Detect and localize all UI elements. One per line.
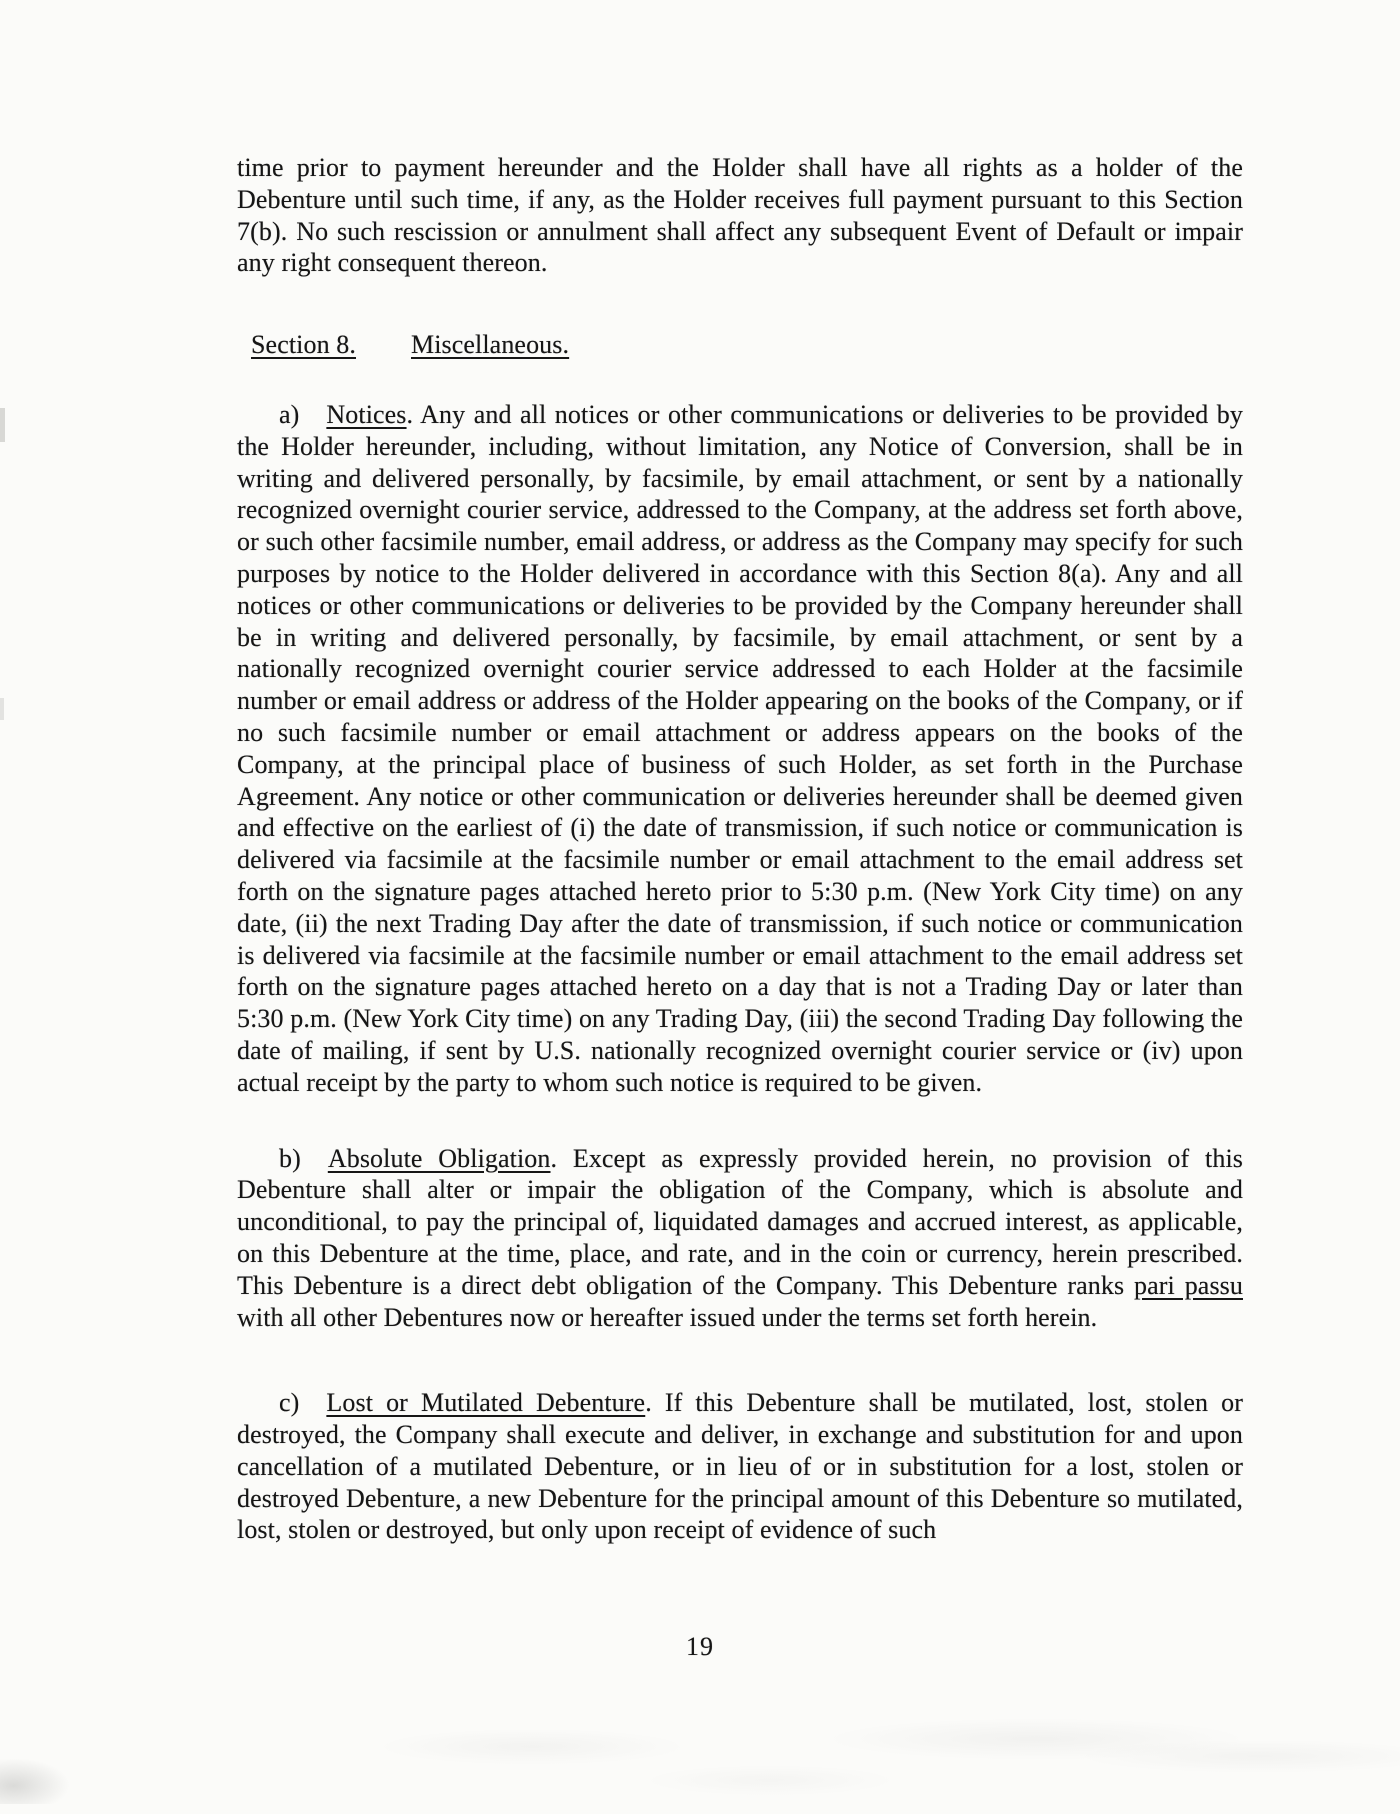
tab-space: [299, 1410, 326, 1411]
page-number: 19: [686, 1632, 714, 1661]
text-run: with all other Debentures now or hereafter issued under the terms set forth herein.: [237, 1302, 1098, 1332]
subsection-c: [237, 1387, 1243, 1546]
scan-artifact: [0, 408, 5, 442]
section-heading: [237, 329, 1243, 361]
continuation-paragraph: [237, 152, 1243, 279]
text-run: . If this Debenture shall be mutilated, lost, stolen or destroyed, the Company shall execute and deliver, in exchange and substitution for and upon cancellation of a mutilated Debenture, or in lieu of or in substitution for a lost, stolen or destroyed Debenture, a new Debenture for the principal amount of this Debenture so mutilated, lost, stolen or destroyed, but only upon receipt of evidence of such: [237, 1388, 1243, 1545]
tab-space: [356, 352, 411, 353]
underlined-text-run: Lost or Mutilated Debenture: [326, 1388, 646, 1418]
scan-artifact: [0, 1758, 70, 1804]
text-run: . Any and all notices or other communications or deliveries to be provided by the Holder hereunder, including, without limitation, any Notice of Conversion, shall be in writing and delivered personally, by facsimile, by email attachment, or sent by a nationally recognized overnight courier service, addressed to the Company, at the address set forth above, or such other facsimile number, email address, or address as the Company may specify for such purposes by notice to the Holder delivered in accordance with this Section 8(a). Any and all notices or other communications or deliveries to be provided by the Company hereunder shall be in writing and delivered personally, by facsimile, by email attachment, or sent by a nationally recognized overnight courier service addressed to each Holder at the facsimile number or email address or address of the Holder appearing on the books of the Company, or if no such facsimile number or email attachment or address appears on the books of the Company, at the principal place of business of such Holder, as set forth in the Purchase Agreement. Any notice or other communication or deliveries hereunder shall be deemed given and effective on the earliest of (i) the date of transmission, if such notice or communication is delivered via facsimile at the facsimile number or email attachment to the email address set forth on the signature pages attached hereto prior to 5:30 p.m. (New York City time) on any date, (ii) the next Trading Day after the date of transmission, if such notice or communication is delivered via facsimile at the facsimile number or email attachment to the email address set forth on the signature pages attached hereto on a day that is not a Trading Day or later than 5:30 p.m. (New York City time) on any Trading Day, (iii) the second Trading Day following the date of mailing, if sent by U.S. nationally recognized overnight courier service or (iv) upon actual receipt by the party to whom such notice is required to be given.: [237, 399, 1243, 1097]
underlined-text-run: Section 8.: [251, 330, 356, 360]
text-run: c): [279, 1388, 300, 1418]
text-run: a): [279, 399, 300, 429]
tab-space: [299, 422, 326, 423]
tab-space: [301, 1166, 328, 1167]
underlined-text-run: Notices: [326, 399, 407, 429]
scan-artifact: [0, 1718, 1400, 1814]
text-run: time prior to payment hereunder and the Holder shall have all rights as a holder of the Debenture until such time, if any, as the Holder receives full payment pursuant to this Section 7(b). No such rescission or annulment shall affect any subsequent Event of Default or impair any right consequent thereon.: [237, 153, 1243, 278]
document-text-block: [237, 152, 1243, 1546]
page-footer: [0, 1632, 1400, 1662]
text-run: . Except as expressly provided herein, no provision of this Debenture shall alter or impair the obligation of the Company, which is absolute and unconditional, to pay the principal of, liquidated damages and accrued interest, as applicable, on this Debenture at the time, place, and rate, and in the coin or currency, herein prescribed. This Debenture is a direct debt obligation of the Company. This Debenture ranks: [237, 1143, 1243, 1300]
text-run: b): [279, 1143, 301, 1173]
scan-artifact: [0, 698, 4, 720]
underlined-text-run: pari passu: [1134, 1270, 1243, 1300]
subsection-b: [237, 1143, 1243, 1334]
underlined-text-run: Miscellaneous.: [411, 330, 570, 360]
subsection-a: [237, 399, 1243, 1099]
underlined-text-run: Absolute Obligation: [327, 1143, 551, 1173]
